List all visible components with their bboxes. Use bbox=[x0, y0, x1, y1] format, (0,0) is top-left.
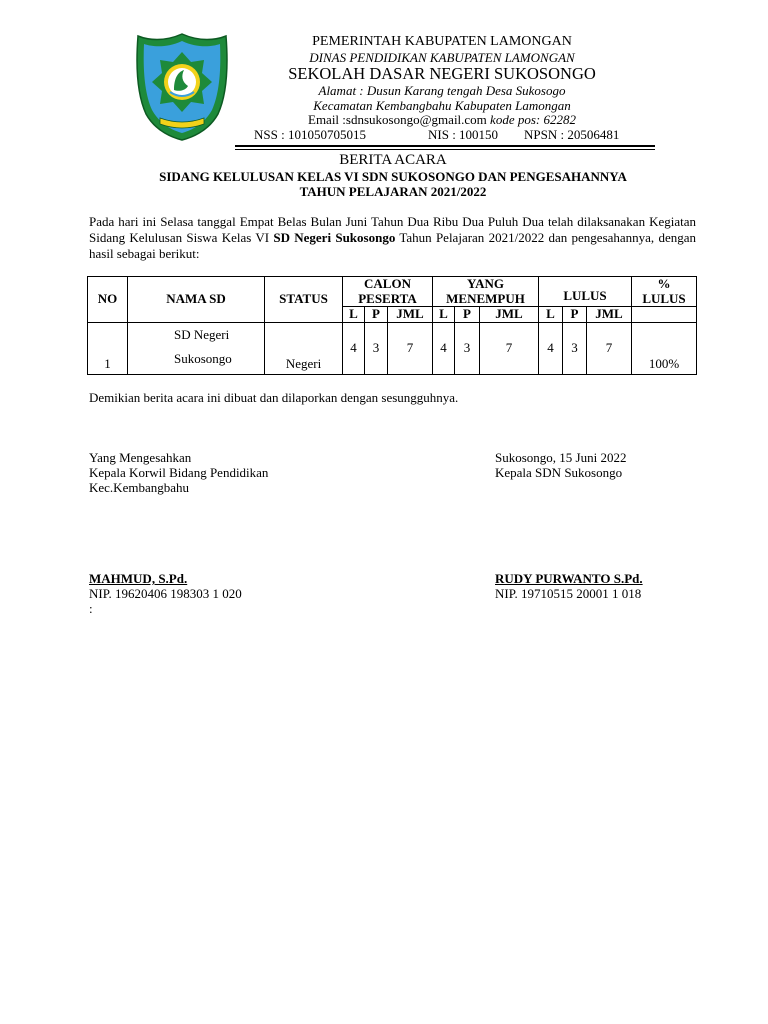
right-sign-nip: NIP. 19710515 20001 1 018 bbox=[495, 586, 642, 601]
cell-persen-lulus: 100% bbox=[632, 323, 697, 375]
right-sign-date: Sukosongo, 15 Juni 2022 bbox=[495, 450, 627, 465]
header-calon-line2: PESERTA bbox=[358, 290, 417, 306]
subheader-calon-l: L bbox=[343, 307, 365, 323]
header-pct-line2: LULUS bbox=[642, 290, 686, 306]
lamongan-emblem-logo bbox=[134, 32, 230, 142]
cell-nama-line2: Sukosongo bbox=[174, 351, 232, 366]
intro-text-part2: Tahun Pelajaran 2021/2022 dan pengesahannya, dengan hasil sebagai berikut: bbox=[89, 230, 696, 261]
cell-calon-l: 4 bbox=[343, 323, 365, 375]
document-subtitle: SIDANG KELULUSAN KELAS VI SDN SUKOSONGO DAN PENGESAHANNYA bbox=[159, 169, 627, 184]
subheader-lulus-jml: JML bbox=[587, 307, 632, 323]
subheader-calon-p: P bbox=[365, 307, 388, 323]
header-nss: NSS : 101050705015 bbox=[254, 127, 366, 142]
header-pct-line1: % bbox=[657, 276, 671, 292]
header-yang-menempuh bbox=[433, 277, 539, 307]
header-government: PEMERINTAH KABUPATEN LAMONGAN bbox=[312, 34, 572, 49]
header-persen-lulus bbox=[632, 277, 697, 307]
subheader-menempuh-l: L bbox=[433, 307, 455, 323]
left-sign-nip: NIP. 19620406 198303 1 020 bbox=[89, 586, 242, 601]
cell-menempuh-l: 4 bbox=[433, 323, 455, 375]
header-nis: NIS : 100150 bbox=[428, 127, 499, 142]
left-sign-name: MAHMUD, S.Pd. bbox=[89, 571, 188, 586]
subheader-lulus-p: P bbox=[563, 307, 587, 323]
header-yang-line1: YANG bbox=[466, 276, 505, 292]
subheader-pct-empty bbox=[632, 307, 697, 323]
header-calon-peserta bbox=[343, 277, 433, 307]
left-sign-position: Kepala Korwil Bidang Pendidikan bbox=[89, 465, 269, 480]
header-divider-thin bbox=[235, 149, 655, 150]
header-divider-thick bbox=[235, 145, 655, 147]
cell-menempuh-p: 3 bbox=[455, 323, 480, 375]
header-contact bbox=[230, 113, 654, 126]
intro-paragraph bbox=[89, 214, 696, 262]
table-row bbox=[88, 323, 697, 375]
cell-status: Negeri bbox=[265, 323, 343, 375]
header-school-name: SEKOLAH DASAR NEGERI SUKOSONGO bbox=[288, 64, 596, 83]
left-sign-district: Kec.Kembangbahu bbox=[89, 480, 189, 495]
header-department: DINAS PENDIDIKAN KABUPATEN LAMONGAN bbox=[309, 50, 575, 65]
header-district: Kecamatan Kembangbahu Kabupaten Lamongan bbox=[313, 98, 571, 113]
intro-text-part1: Pada hari ini Selasa tanggal Empat Belas Bulan Juni Tahun Dua Ribu Dua Puluh Dua telah dilaksanakan Kegiatan Sidang Kelulusan Siswa Kelas VI bbox=[89, 214, 696, 245]
cell-calon-p: 3 bbox=[365, 323, 388, 375]
cell-menempuh-jml: 7 bbox=[480, 323, 539, 375]
header-lulus: LULUS bbox=[539, 277, 632, 307]
header-nama-sd: NAMA SD bbox=[128, 277, 265, 323]
left-sign-extra: : bbox=[89, 601, 93, 616]
cell-lulus-p: 3 bbox=[563, 323, 587, 375]
lamongan-emblem-icon bbox=[134, 32, 230, 142]
subheader-menempuh-p: P bbox=[455, 307, 480, 323]
subheader-lulus-l: L bbox=[539, 307, 563, 323]
header-email: Email :sdnsukosongo@gmail.com bbox=[308, 112, 487, 127]
document-school-year: TAHUN PELAJARAN 2021/2022 bbox=[299, 184, 487, 199]
header-yang-line2: MENEMPUH bbox=[446, 290, 525, 306]
closing-statement: Demikian berita acara ini dibuat dan dilaporkan dengan sesungguhnya. bbox=[89, 390, 459, 405]
cell-no: 1 bbox=[88, 323, 128, 375]
header-postal-code: kode pos: 62282 bbox=[490, 112, 576, 127]
cell-calon-jml: 7 bbox=[388, 323, 433, 375]
header-no: NO bbox=[88, 277, 128, 323]
table-header-row bbox=[88, 277, 697, 307]
intro-school-name: SD Negeri Sukosongo bbox=[273, 230, 396, 245]
header-calon-line1: CALON bbox=[364, 276, 411, 292]
right-sign-position: Kepala SDN Sukosongo bbox=[495, 465, 623, 480]
document-title: BERITA ACARA bbox=[339, 152, 447, 168]
header-status: STATUS bbox=[265, 277, 343, 323]
subheader-menempuh-jml: JML bbox=[480, 307, 539, 323]
cell-nama-sd bbox=[128, 323, 265, 375]
left-sign-role: Yang Mengesahkan bbox=[89, 450, 192, 465]
header-address: Alamat : Dusun Karang tengah Desa Sukosogo bbox=[318, 83, 566, 98]
header-npsn: NPSN : 20506481 bbox=[524, 127, 620, 142]
right-sign-name: RUDY PURWANTO S.Pd. bbox=[495, 571, 643, 586]
cell-lulus-l: 4 bbox=[539, 323, 563, 375]
cell-lulus-jml: 7 bbox=[587, 323, 632, 375]
graduation-results-table bbox=[87, 276, 697, 375]
cell-nama-line1: SD Negeri bbox=[174, 327, 230, 342]
subheader-calon-jml: JML bbox=[388, 307, 433, 323]
